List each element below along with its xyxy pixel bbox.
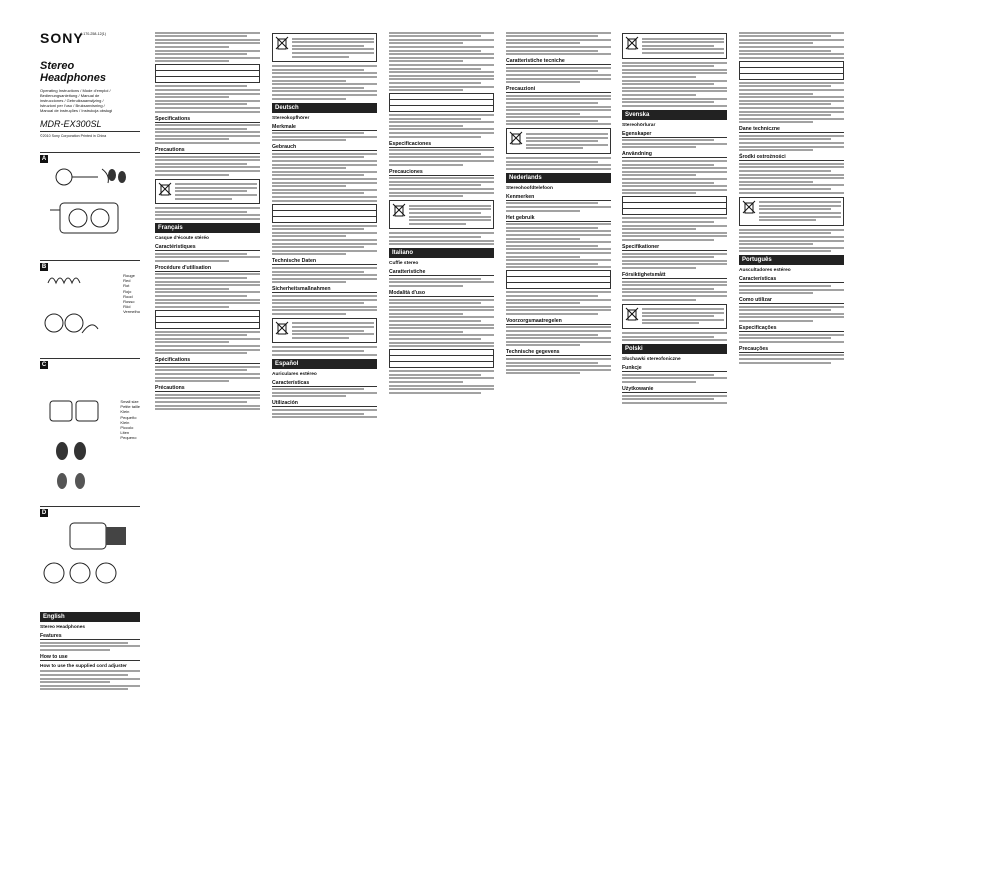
part-label: Pequeno [120,435,137,441]
section-title: Stereohoofdtelefoon [506,185,553,191]
figure-b [40,260,140,353]
disposal-notice [155,179,260,205]
heading-features: Kenmerken [506,194,611,201]
plug-table [272,204,377,223]
title-line1: Stereo [40,60,75,72]
disposal-notice [272,318,377,344]
language-line: Istruzioni per l'uso / Bruksanvisning / [40,103,105,108]
figure-label: A [41,156,47,162]
section-bar-nederlands: Nederlands [506,173,611,183]
earbud-sizes-illustration [40,361,100,496]
heading-specifications: Spécifications [155,357,260,364]
heading-precautions: Precauzioni [506,86,611,93]
section-bar-english: English [40,612,140,622]
crossed-bin-icon [275,321,289,335]
heading-usage: Het gebruik [506,215,611,222]
section-bar-polski: Polski [622,344,727,354]
heading-precautions: Voorzorgsmaatregelen [506,318,611,325]
column-7 [739,30,844,870]
section-bar-francais: Français [155,223,260,233]
part-label: Small size [120,399,139,404]
section-title: Słuchawki stereofoniczne [622,357,681,363]
disposal-notice [389,200,494,229]
part-label: Rouge [123,273,135,278]
section-title: Stereohörlurar [622,122,656,128]
heading-features: Características [739,276,844,283]
section-title: Cuffie stereo [389,261,419,267]
column-6 [622,30,727,870]
heading-precautions: Försiktighetsmått [622,272,727,279]
heading-features: Caractéristiques [155,244,260,251]
copyright: ©2010 Sony Corporation Printed in China [40,134,107,138]
plug-table [155,310,260,329]
language-line: Bedienungsanleitung / Manual de [40,93,100,98]
disposal-notice [506,128,611,154]
figure-d [40,506,140,609]
brand-logo: SONY [40,30,84,46]
section-bar-portugues: Português [739,255,844,265]
heading-precautions: Precauções [739,346,844,353]
disposal-notice [622,33,727,59]
heading-specifications: Specifications [155,116,260,123]
heading-features: Egenskaper [622,131,727,138]
heading-precautions: Środki ostrożności [739,154,844,161]
crossed-bin-icon [275,36,289,50]
heading-procedure: Procédure d'utilisation [155,265,260,272]
section-bar-italiano: Italiano [389,248,494,258]
language-line: instrucciones / Gebruiksaanwijzing / [40,98,104,103]
language-line: Operating Instructions / Mode d'emploi / [40,88,111,93]
disposal-notice [739,197,844,226]
column-2 [155,30,260,870]
figure-label: D [41,510,47,516]
heading-features: Caratteristiche [389,269,494,276]
part-label: Rosso [123,299,135,305]
heading-specifications: Technische Daten [272,258,377,265]
part-label: Vermelho [123,309,140,315]
heading-features: Características [272,380,377,387]
part-label: Röd [123,304,131,310]
heading-specifications: Especificaciones [389,141,494,148]
figure-c [40,358,140,501]
part-label: Pequeño [120,414,137,420]
part-label: Red [123,278,131,284]
plug-table [739,61,844,80]
heading-specifications: Especificações [739,325,844,332]
heading-precautions: Precautions [155,147,260,154]
heading-features: Funkcje [622,365,727,372]
heading-features: Merkmale [272,124,377,131]
disposal-notice [622,304,727,330]
figure-a [40,152,140,255]
parts-list-b [123,273,140,315]
part-label: Piccolo [120,425,134,431]
carrying-case-illustration [40,509,140,604]
language-list [40,88,140,113]
column-5 [506,30,611,870]
figure-label: C [41,362,47,368]
section-bar-svenska: Svenska [622,110,727,120]
heading-usage: Användning [622,151,727,158]
crossed-bin-icon [509,131,523,145]
crossed-bin-icon [625,36,639,50]
heading-specifications: Dane techniczne [739,126,844,133]
heading-precautions: Précautions [155,385,260,392]
part-label: Liten [120,430,130,436]
plug-table [622,196,727,215]
heading-features: Features [40,633,140,640]
language-line: Manual de instruções / Instrukcja obsługi [40,108,113,113]
heading-how-to-use: How to use [40,654,140,661]
part-label: Petite taille [120,404,140,410]
figure-label: B [41,264,47,270]
plug-table [506,270,611,289]
heading-usage: Użytkowanie [622,386,727,393]
section-title: Auscultadores estéreo [739,268,791,274]
wearing-illustration [40,263,100,353]
column-3 [272,30,377,870]
disposal-notice [272,33,377,62]
heading-specifications: Caratteristiche tecniche [506,58,611,65]
subheading-adapter: How to use the supplied cord adjuster [40,663,127,669]
section-title: Stereo Headphones [40,625,86,630]
plug-table [155,64,260,83]
section-bar-espanol: Español [272,359,377,369]
section-title: Stereokopfhörer [272,115,310,121]
headphones-illustration [40,155,140,245]
part-label: Klein [120,419,130,425]
section-title: Casque d'écoute stéréo [155,235,209,241]
heading-usage: Utilización [272,400,377,407]
crossed-bin-icon [392,203,406,217]
section-bar-deutsch: Deutsch [272,103,377,113]
crossed-bin-icon [158,182,172,196]
crossed-bin-icon [625,307,639,321]
part-label: Rojo [123,288,132,294]
part-label: Klein [120,409,130,415]
column-1 [40,30,140,870]
heading-specifications: Specifikationer [622,244,727,251]
heading-precautions: Precauciones [389,169,494,176]
part-label: Rot [123,283,130,289]
part-label: Rood [123,293,133,299]
section-title: Auriculares estéreo [272,371,317,377]
plug-table [389,93,494,112]
heading-usage: Gebrauch [272,144,377,151]
heading-usage: Modalità d'uso [389,290,494,297]
heading-usage: Como utilizar [739,297,844,304]
heading-specifications: Technische gegevens [506,349,611,356]
crossed-bin-icon [742,200,756,214]
parts-list-c [120,399,140,441]
title-line2: Headphones [40,72,107,84]
part-number: 4-170-258-12(1) [80,32,106,36]
plug-table [389,349,494,368]
heading-precautions: Sicherheitsmaßnahmen [272,286,377,293]
model-name: MDR-EX300SL [40,119,140,132]
column-4 [389,30,494,870]
